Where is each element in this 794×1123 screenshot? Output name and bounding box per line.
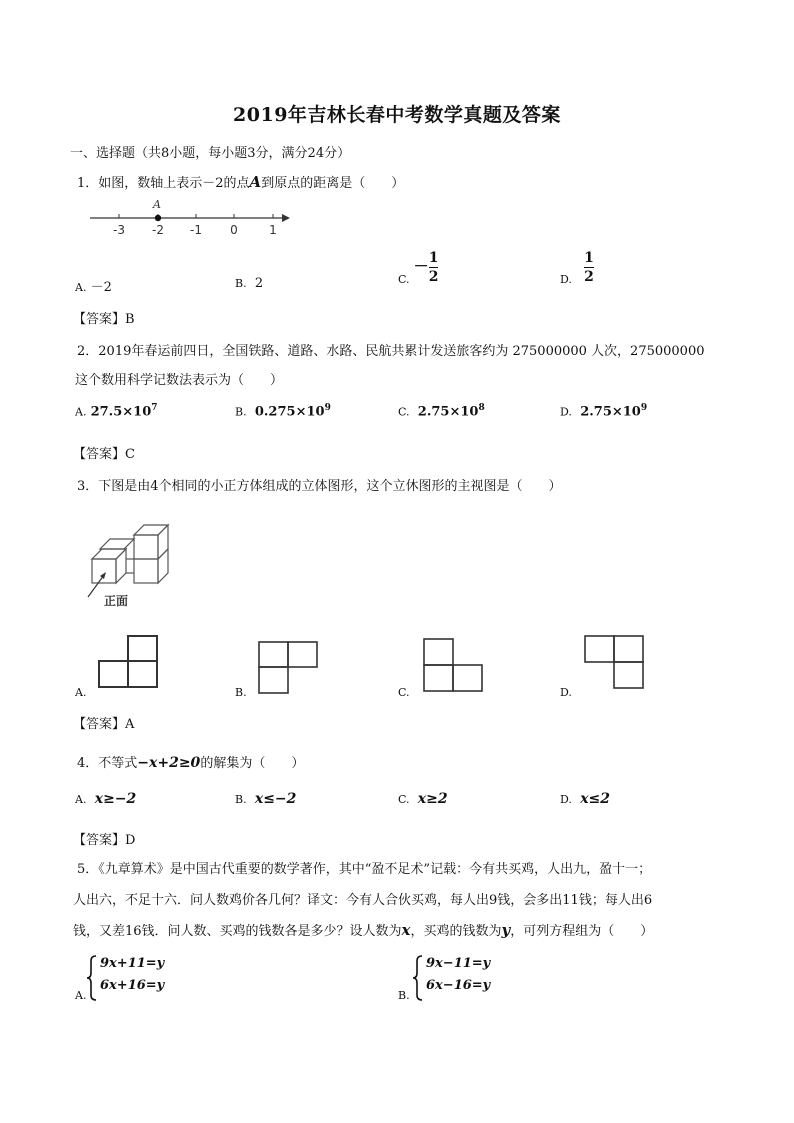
- q4-option-d[interactable]: D. x≤2: [560, 791, 611, 807]
- q1-stem: 1．如图，数轴上表示－2的点A到原点的距离是（ ）: [77, 173, 405, 191]
- q2-answer: 【答案】C: [73, 447, 135, 462]
- q3-option-b-figure: [257, 640, 321, 696]
- q5-option-b[interactable]: B.: [398, 989, 410, 1002]
- q2-option-a[interactable]: A. $27.5\times 10^7$: [75, 403, 158, 420]
- point-a-label: A: [153, 198, 161, 211]
- q2-option-c[interactable]: C. $2.75\times 10^8$: [398, 403, 485, 420]
- q1-option-c[interactable]: $_{C.}$ － $\frac{1}{2}$: [398, 250, 439, 286]
- brace-icon: [86, 955, 98, 1001]
- q3-option-d[interactable]: D.: [560, 686, 572, 699]
- q3-option-a-figure: [97, 634, 161, 690]
- q3-answer: 【答案】A: [73, 717, 135, 732]
- q2-stem-line1: 2．2019年春运前四日，全国铁路、道路、水路、民航共累计发送旅客约为 275000000 人次，275000000: [77, 344, 705, 359]
- q1-answer: 【答案】B: [73, 312, 135, 327]
- equation: 6x−16=y: [426, 978, 491, 993]
- q1-option-b[interactable]: B. 2: [235, 276, 264, 291]
- q3-option-d-figure: [583, 634, 647, 690]
- fraction: $\frac{1}{2}$: [428, 250, 439, 285]
- q3-stem: 3．下图是由4个相同的小正方体组成的立体图形，这个立休图形的主视图是（ ）: [77, 479, 562, 494]
- q5-line2: 人出六，不足十六．问人数鸡价各几何？译文：今有人合伙买鸡，每人出9钱，会多出11钱；每人出6: [73, 893, 653, 908]
- q4-answer: 【答案】D: [73, 833, 136, 848]
- page-title: 2019年吉林长春中考数学真题及答案: [233, 104, 561, 126]
- number-line-arrow: [282, 214, 290, 222]
- q1-option-a[interactable]: A. －2: [75, 280, 112, 295]
- q2-stem-line2: 这个数用科学记数法表示为（ ）: [75, 373, 284, 388]
- q5-line1: 5．《九章算术》是中国古代重要的数学著作，其中“盈不足术”记载：今有共买鸡，人出九，盈十一；: [77, 862, 652, 877]
- q4-option-a[interactable]: A. x≥−2: [75, 791, 137, 807]
- tick-label: 1: [269, 223, 277, 237]
- q5-option-a[interactable]: A.: [75, 989, 87, 1002]
- number-line-figure: [85, 192, 300, 242]
- q1-option-d[interactable]: $_{D.}$ $\frac{1}{2}$: [560, 250, 594, 286]
- equation: 9x−11=y: [426, 956, 491, 971]
- point-a-dot: [155, 215, 161, 221]
- tick-label: -1: [190, 223, 202, 237]
- q3-option-b[interactable]: B.: [235, 686, 247, 699]
- front-label: 正面: [104, 594, 129, 608]
- q5-line3: 钱，又差16钱．问人数、买鸡的钱数各是多少？设人数为x，买鸡的钱数为y，可列方程组为（ ）: [73, 921, 654, 939]
- q4-option-b[interactable]: B. x≤−2: [235, 791, 297, 807]
- tick-label: -2: [152, 223, 164, 237]
- tick-label: -3: [113, 223, 125, 237]
- equation: 6x+16=y: [100, 978, 165, 993]
- q3-option-c[interactable]: C.: [398, 686, 410, 699]
- q2-option-b[interactable]: B. $0.275\times 10^9$: [235, 403, 331, 420]
- q3-option-c-figure: [422, 637, 486, 693]
- brace-icon: [412, 955, 424, 1001]
- cube-stack-figure: [82, 515, 182, 610]
- section-heading: 一、选择题（共8小题，每小题3分，满分24分）: [70, 146, 351, 161]
- q4-stem: 4．不等式−x+2≥0的解集为（ ）: [77, 755, 305, 771]
- tick-label: 0: [230, 223, 238, 237]
- q3-option-a[interactable]: A.: [75, 686, 87, 699]
- fraction: $\frac{1}{2}$: [584, 250, 594, 285]
- equation: 9x+11=y: [100, 956, 165, 971]
- front-arrow: [88, 575, 104, 597]
- q4-option-c[interactable]: C. x≥2: [398, 791, 448, 807]
- q2-option-d[interactable]: D. $2.75\times 10^9$: [560, 403, 648, 420]
